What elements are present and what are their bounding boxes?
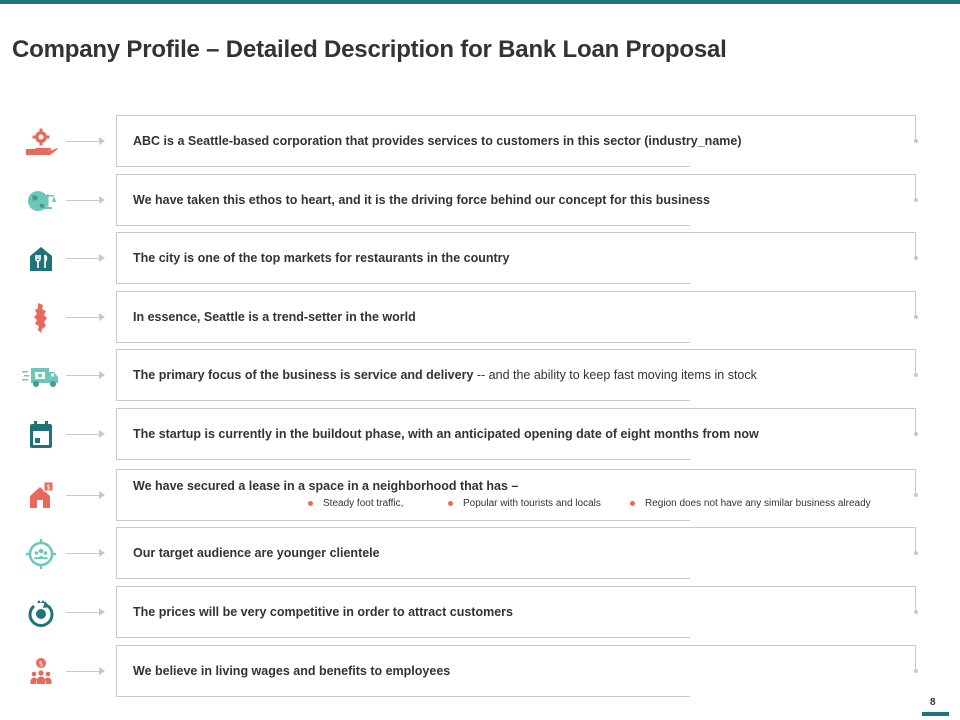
profile-row bbox=[0, 349, 960, 403]
connector-arrow bbox=[66, 375, 104, 376]
text-box bbox=[116, 349, 916, 401]
house-dollar-icon bbox=[21, 481, 61, 511]
price-cycle-icon bbox=[21, 598, 61, 628]
svg-text:$: $ bbox=[46, 483, 51, 492]
employees-dollar-icon bbox=[21, 657, 61, 687]
gear-hand-icon bbox=[21, 127, 61, 157]
calendar-icon bbox=[21, 420, 61, 450]
connector-arrow bbox=[66, 200, 104, 201]
text-box bbox=[116, 408, 916, 460]
profile-row bbox=[0, 291, 960, 345]
profile-row bbox=[0, 115, 960, 169]
connector-arrow bbox=[66, 553, 104, 554]
row-text-extra: -- and the ability to keep fast moving items in stock bbox=[473, 368, 757, 382]
connector-arrow bbox=[66, 671, 104, 672]
row-text: In essence, Seattle is a trend-setter in the world bbox=[133, 310, 416, 324]
bullet-item: Region does not have any similar business already bbox=[630, 498, 871, 509]
top-accent-bar bbox=[0, 0, 960, 4]
bullet-item: Popular with tourists and locals bbox=[448, 498, 601, 509]
connector-arrow bbox=[66, 612, 104, 613]
restaurant-house-icon bbox=[21, 244, 61, 274]
profile-row bbox=[0, 469, 960, 523]
connector-arrow bbox=[66, 141, 104, 142]
row-text: The startup is currently in the buildout phase, with an anticipated opening date of eight months from now bbox=[133, 427, 759, 441]
row-text: We believe in living wages and benefits to employees bbox=[133, 664, 451, 678]
text-box bbox=[116, 527, 916, 579]
profile-row bbox=[0, 645, 960, 699]
text-box bbox=[116, 586, 916, 638]
bullet-item: Steady foot traffic, bbox=[308, 498, 403, 509]
text-box bbox=[116, 174, 916, 226]
row-text: ABC is a Seattle-based corporation that provides services to customers in this sector (industry_name) bbox=[133, 134, 742, 148]
text-box bbox=[116, 469, 916, 521]
profile-row bbox=[0, 232, 960, 286]
row-text: The primary focus of the business is service and delivery -- and the ability to keep fast moving items in stock bbox=[133, 368, 757, 382]
connector-arrow bbox=[66, 317, 104, 318]
profile-row bbox=[0, 586, 960, 640]
text-box bbox=[116, 291, 916, 343]
delivery-truck-icon bbox=[21, 361, 61, 391]
row-text: We have secured a lease in a space in a neighborhood that has – bbox=[133, 479, 519, 493]
text-box bbox=[116, 645, 916, 697]
row-text: We have taken this ethos to heart, and it is the driving force behind our concept for this business bbox=[133, 193, 710, 207]
map-state-icon bbox=[21, 303, 61, 333]
row-text: The prices will be very competitive in order to attract customers bbox=[133, 605, 513, 619]
row-text: Our target audience are younger clientele bbox=[133, 546, 380, 560]
page-title: Company Profile – Detailed Description for Bank Loan Proposal bbox=[12, 36, 727, 63]
connector-arrow bbox=[66, 434, 104, 435]
row-text: The city is one of the top markets for restaurants in the country bbox=[133, 251, 510, 265]
globe-scale-icon bbox=[21, 186, 61, 216]
text-box bbox=[116, 232, 916, 284]
target-audience-icon bbox=[21, 539, 61, 569]
svg-text:$: $ bbox=[38, 660, 44, 668]
profile-row bbox=[0, 408, 960, 462]
profile-row bbox=[0, 527, 960, 581]
page-number-accent bbox=[922, 712, 949, 716]
connector-arrow bbox=[66, 258, 104, 259]
text-box bbox=[116, 115, 916, 167]
profile-row bbox=[0, 174, 960, 228]
connector-arrow bbox=[66, 495, 104, 496]
page-number: 8 bbox=[930, 697, 936, 708]
